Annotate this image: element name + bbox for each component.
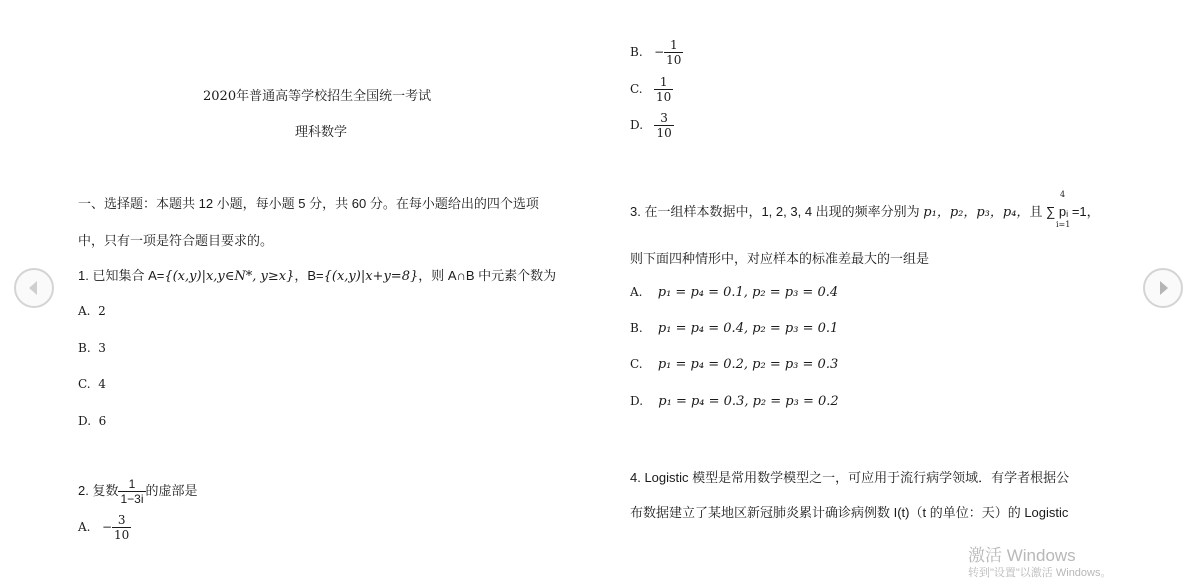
q1-option-b: B. 3 xyxy=(78,341,106,355)
q1-set-b-label: ，B= xyxy=(294,268,324,283)
chevron-right-icon xyxy=(1145,270,1181,306)
q3-sum-upper: 4 xyxy=(1060,190,1066,199)
q1-suffix: ，则 A∩B 中元素个数为 xyxy=(418,268,557,283)
q1-set-b: {(x,y)|x+y=8} xyxy=(323,269,419,284)
q3-sum: 且 ∑ pᵢ =1， xyxy=(1029,204,1100,219)
question-3-line2: 则下面四种情形中，对应样本的标准差最大的一组是 xyxy=(630,251,930,266)
q2-fraction: $\frac{1}{1-3i}$ xyxy=(120,477,144,506)
question-1-stem xyxy=(78,265,556,284)
q1-option-d: D. 6 xyxy=(78,414,107,428)
q3-prefix: 3. 在一组样本数据中，1, 2, 3, 4 出现的频率分别为 xyxy=(630,204,920,219)
next-page-button[interactable] xyxy=(1143,268,1183,308)
prev-page-button[interactable] xyxy=(14,268,54,308)
q3-option-c: C. p₁ = p₄ = 0.2, p₂ = p₃ = 0.3 xyxy=(630,357,839,372)
q3-probabilities: p₁，p₂，p₃，p₄， xyxy=(923,205,1030,220)
question-4-line1: 4. Logistic 模型是常用数学模型之一，可应用于流行病学领域．有学者根据公 xyxy=(630,470,1070,485)
page-subtitle: 理科数学 xyxy=(295,125,348,140)
q3-option-a: A. p₁ = p₄ = 0.1, p₂ = p₃ = 0.4 xyxy=(630,285,839,300)
section-intro-line2: 中，只有一项是符合题目要求的。 xyxy=(78,233,274,248)
q2-suffix: 的虚部是 xyxy=(145,482,198,498)
q1-option-c: C. 4 xyxy=(78,377,106,391)
q1-prefix: 1. 已知集合 A= xyxy=(78,268,165,283)
page-title: 2020年普通高等学校招生全国统一考试 xyxy=(203,89,432,104)
activation-watermark-title: 激活 Windows xyxy=(968,546,1076,565)
activation-watermark-subtitle: 转到"设置"以激活 Windows。 xyxy=(968,567,1112,579)
q1-set-a: {(x,y)|x,y∈N*, y≥x} xyxy=(164,269,295,284)
q1-option-a: A. 2 xyxy=(78,304,106,318)
q2-option-c: C. $\frac{1}{10}$ xyxy=(630,75,672,104)
q3-option-b: B. p₁ = p₄ = 0.4, p₂ = p₃ = 0.1 xyxy=(630,321,839,336)
q3-sum-lower: i=1 xyxy=(1056,220,1071,229)
question-4-line2: 布数据建立了某地区新冠肺炎累计确诊病例数 I(t)（t 的单位：天）的 Logistic xyxy=(630,505,1069,520)
question-2-stem xyxy=(78,477,198,506)
q2-option-a: A. − $\frac{3}{10}$ xyxy=(78,513,130,542)
question-3-line1 xyxy=(630,201,1100,220)
q3-option-d: D. p₁ = p₄ = 0.3, p₂ = p₃ = 0.2 xyxy=(630,394,839,409)
q2-prefix: 2. 复数 xyxy=(78,482,119,498)
q2-option-d: D. $\frac{3}{10}$ xyxy=(630,111,672,140)
section-intro-line1: 一、选择题：本题共 12 小题，每小题 5 分，共 60 分。在每小题给出的四个选项 xyxy=(78,196,539,211)
q2-option-b: B. − $\frac{1}{10}$ xyxy=(630,38,682,67)
chevron-left-icon xyxy=(16,270,52,306)
